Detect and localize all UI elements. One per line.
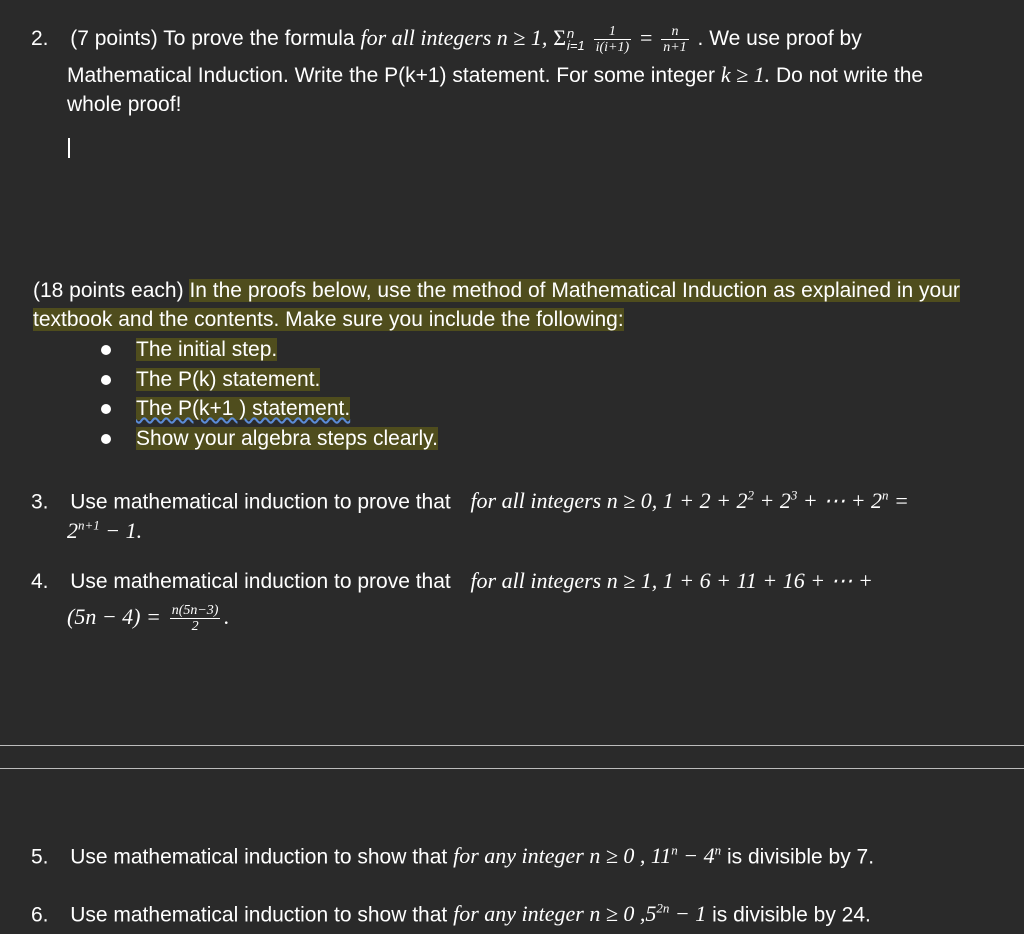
instructions-line2	[33, 307, 624, 333]
instructions-highlight-2: textbook and the contents. Make sure you include the following:	[33, 308, 624, 331]
q2-fraction-2	[661, 24, 688, 55]
q2-line2-math: k ≥ 1.	[720, 62, 771, 87]
q2-number: 2.	[31, 27, 49, 51]
q3-number: 3.	[31, 490, 49, 514]
q4-math-2: (5n − 4) =	[67, 604, 161, 630]
q6-math: for any integer n ≥ 0 $,5^{2n} - 1$	[453, 901, 707, 927]
q4-frac-num: n(5n−3)	[171, 603, 219, 618]
q3-line2	[67, 513, 142, 545]
q6-number: 6.	[31, 903, 49, 927]
instructions-line1	[33, 278, 960, 304]
q2-equals: =	[639, 25, 653, 51]
q2-frac2-num: n	[661, 24, 688, 40]
q3-text: Use mathematical induction to prove that	[70, 490, 451, 514]
q4-text: Use mathematical induction to prove that	[70, 570, 451, 593]
q5-line	[31, 838, 874, 870]
q2-line2	[67, 62, 923, 89]
q5-text: Use mathematical induction to show that	[70, 845, 448, 869]
instructions-highlight-1: In the proofs below, use the method of Mathematical Induction as explained in your	[189, 279, 960, 302]
q3-tail: − 1.	[99, 518, 143, 544]
q2-line1	[31, 24, 862, 55]
bullet-dot	[101, 404, 111, 414]
q2-sum-lower: i=1	[567, 37, 585, 53]
q3-math: for all integers n ≥ 0, $1 + 2 + 2^2 + 2^3$ + ⋯ + $2^n$ =	[470, 488, 909, 514]
bullet-dot	[101, 434, 111, 444]
q3-line1	[31, 483, 909, 515]
q4-number: 4.	[31, 570, 49, 593]
bullet-item	[136, 337, 277, 363]
q6-tail: is divisible by 24.	[712, 903, 871, 927]
divider-line	[0, 745, 1024, 746]
q4-line1	[31, 568, 873, 595]
bullet-text: The P(k) statement.	[136, 368, 321, 391]
instructions-points: (18 points each)	[33, 279, 184, 302]
divider-line	[0, 768, 1024, 769]
text-cursor[interactable]	[68, 138, 70, 158]
q2-after: . We use proof by	[697, 27, 862, 51]
q5-math-start: for any integer n ≥ 0 , 11	[453, 843, 672, 869]
q2-quantifier: for all integers n ≥ 1,	[360, 25, 548, 51]
q5-math: for any integer n ≥ 0 , $11^n - 4^n$	[453, 843, 722, 869]
q3-math-2: $2^{n+1} - 1$.	[67, 518, 143, 544]
bullet-item	[136, 426, 438, 452]
q3-base: 2	[67, 518, 78, 544]
bullet-dot	[101, 375, 111, 385]
q2-sum-upper: n	[567, 25, 575, 41]
q2-line3: whole proof!	[67, 93, 182, 116]
q5-tail: is divisible by 7.	[726, 845, 875, 869]
bullet-text: Show your algebra steps clearly.	[136, 427, 438, 450]
q4-math-1: for all integers n ≥ 1, 1 + 6 + 11 + 16 + ⋯ +	[470, 568, 873, 593]
q4-line2: (5n − 4) = $\frac{n(5n-3)}{2}$ .	[67, 603, 229, 634]
q2-intro: (7 points) To prove the formula	[70, 27, 355, 51]
q6-math-start: for any integer n ≥ 0 ,5	[453, 901, 657, 927]
bullet-text: The P(k+1 ) statement.	[136, 397, 351, 420]
q4-fraction	[170, 603, 221, 634]
q2-frac1-num: 1	[594, 24, 632, 40]
q3-math-start: for all integers n ≥ 0, 1 + 2 + 2	[470, 488, 748, 514]
q6-text: Use mathematical induction to show that	[70, 903, 448, 927]
bullet-text: The initial step.	[136, 338, 278, 361]
bullet-dot	[101, 345, 111, 355]
q2-frac1-den: i(i+1)	[595, 40, 630, 55]
q2-frac2-den: n+1	[663, 40, 687, 55]
bullet-item	[136, 367, 320, 393]
q5-number: 5.	[31, 845, 49, 869]
q2-line2-text: Mathematical Induction. Write the P(k+1) statement. For some integer	[67, 64, 715, 87]
q2-sum-symbol: Σ	[553, 25, 566, 51]
q2-fraction-1	[594, 24, 632, 55]
q2-line2-end: Do not write the	[776, 64, 924, 87]
q2-sum-limits	[567, 25, 585, 53]
q4-frac-den: 2	[191, 619, 199, 634]
bullet-item	[136, 396, 350, 422]
q6-line	[31, 896, 871, 928]
